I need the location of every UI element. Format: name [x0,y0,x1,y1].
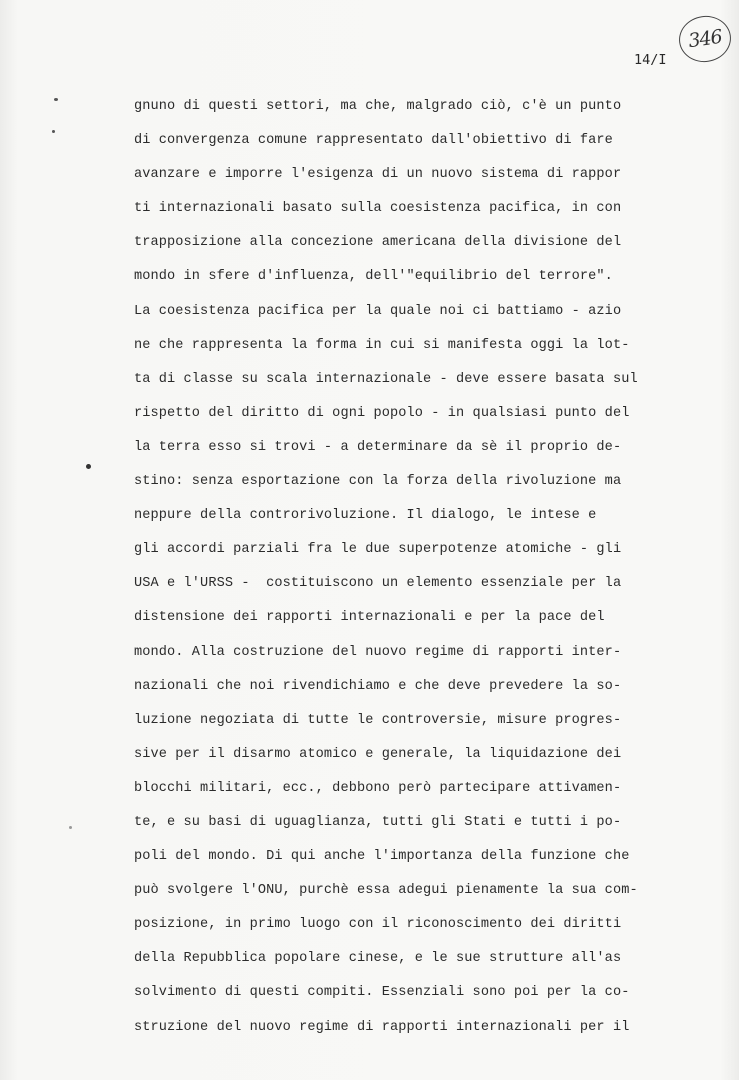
text-line: posizione, in primo luogo con il riconoscimento dei diritti [134,917,622,933]
margin-mark [54,98,58,101]
text-line: luzione negoziata di tutte le controversie, misure progres- [134,712,622,728]
text-line: della Repubblica popolare cinese, e le sue strutture all'as [134,951,622,967]
text-line: trapposizione alla concezione americana della divisione del [134,235,622,251]
text-line: poli del mondo. Di qui anche l'importanza della funzione che [134,849,630,865]
margin-mark [69,826,72,829]
text-line: La coesistenza pacifica per la quale noi ci battiamo - azio [134,303,622,319]
text-line: può svolgere l'ONU, purchè essa adegui pienamente la sua com- [134,883,638,899]
text-line: gli accordi parziali fra le due superpotenze atomiche - gli [134,542,622,558]
text-line: USA e l'URSS - costituiscono un elemento essenziale per la [134,576,622,592]
text-line: solvimento di questi compiti. Essenziali sono poi per la co- [134,985,630,1001]
text-line: blocchi militari, ecc., debbono però partecipare attivamen- [134,780,622,796]
text-line: te, e su basi di uguaglianza, tutti gli Stati e tutti i po- [134,814,622,830]
text-line: distensione dei rapporti internazionali e per la pace del [134,610,605,626]
text-line: sive per il disarmo atomico e generale, la liquidazione dei [134,746,622,762]
text-line: avanzare e imporre l'esigenza di un nuovo sistema di rappor [134,167,622,183]
text-line: mondo in sfere d'influenza, dell'"equilibrio del terrore". [134,269,613,285]
text-line: mondo. Alla costruzione del nuovo regime di rapporti inter- [134,644,622,660]
margin-mark [52,130,55,133]
text-line: nazionali che noi rivendichiamo e che deve prevedere la so- [134,678,622,694]
text-line: di convergenza comune rappresentato dall'obiettivo di fare [134,133,613,149]
margin-mark [86,464,91,469]
text-line: ti internazionali basato sulla coesistenza pacifica, in con [134,201,622,217]
text-line: gnuno di questi settori, ma che, malgrado ciò, c'è un punto [134,99,622,114]
text-line: rispetto del diritto di ogni popolo - in qualsiasi punto del [134,405,630,421]
text-line: stino: senza esportazione con la forza della rivoluzione ma [134,474,622,490]
page-number: 14/I [634,52,667,68]
text-line: la terra esso si trovi - a determinare da sè il proprio de- [134,439,622,455]
document-body [134,90,694,1045]
text-line: neppure della controrivoluzione. Il dialogo, le intese e [134,508,597,524]
text-line: ne che rappresenta la forma in cui si manifesta oggi la lot- [134,337,630,353]
text-line: struzione del nuovo regime di rapporti internazionali per il [134,1019,630,1035]
archive-stamp: 346 [676,13,734,66]
text-line: ta di classe su scala internazionale - deve essere basata sul [134,371,638,387]
